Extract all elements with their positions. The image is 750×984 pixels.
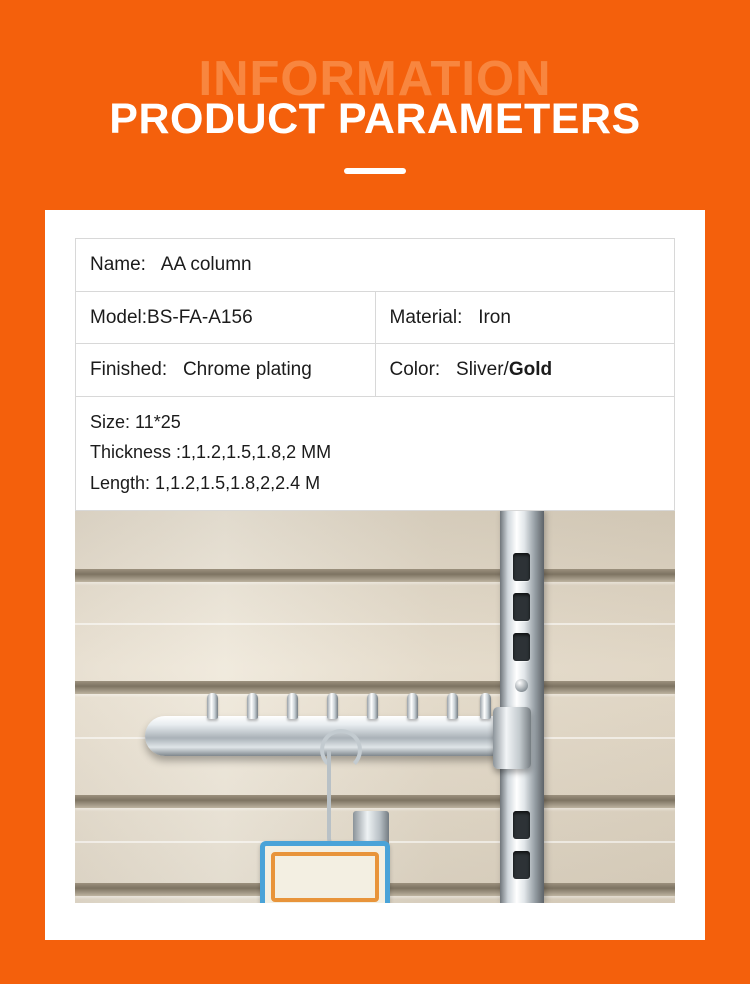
spec-value-name: AA column bbox=[160, 254, 252, 275]
spec-card bbox=[45, 210, 705, 940]
slat-groove bbox=[75, 681, 675, 694]
slat-line bbox=[75, 623, 675, 625]
table-row bbox=[76, 344, 675, 397]
page-header bbox=[0, 0, 750, 200]
slat-groove bbox=[75, 569, 675, 582]
spec-value-material: Iron bbox=[478, 306, 511, 328]
spec-label-finished: Finished: bbox=[90, 359, 168, 381]
table-row bbox=[76, 396, 675, 510]
specification-table bbox=[75, 238, 675, 511]
spec-label-color: Color: bbox=[389, 359, 441, 381]
spec-value-finished: Chrome plating bbox=[182, 359, 312, 381]
arm-peg bbox=[287, 693, 298, 719]
slat-groove bbox=[75, 795, 675, 808]
spec-line-size: Size: 11*25 bbox=[90, 411, 181, 432]
spec-line-length: Length: 1,1.2,1.5,1.8,2,2.4 M bbox=[90, 472, 321, 493]
header-overline: INFORMATION bbox=[198, 52, 552, 106]
spec-label-model: Model: bbox=[90, 306, 148, 328]
arm-peg bbox=[480, 693, 491, 719]
spec-label-material: Material: bbox=[389, 306, 463, 328]
arm-peg bbox=[207, 693, 218, 719]
spec-cell-name bbox=[76, 239, 675, 292]
column-slot bbox=[513, 811, 530, 839]
spec-cell-color bbox=[375, 344, 675, 397]
display-hanger bbox=[260, 841, 390, 903]
column-slot bbox=[513, 593, 530, 621]
page-title: PRODUCT PARAMETERS bbox=[109, 95, 641, 143]
spec-cell-dimensions bbox=[76, 396, 675, 510]
arm-peg bbox=[327, 693, 338, 719]
spec-value-color: Sliver/ bbox=[456, 359, 509, 381]
spec-label-name: Name: bbox=[90, 254, 146, 275]
product-photo bbox=[75, 511, 675, 903]
arm-peg bbox=[447, 693, 458, 719]
arm-peg bbox=[367, 693, 378, 719]
hanger-hook bbox=[327, 751, 353, 850]
spec-value-color-gold: Gold bbox=[508, 359, 553, 381]
spec-cell-model bbox=[76, 291, 376, 344]
arm-peg bbox=[247, 693, 258, 719]
table-row bbox=[76, 239, 675, 292]
column-slot bbox=[513, 851, 530, 879]
table-row bbox=[76, 291, 675, 344]
column-slot bbox=[513, 553, 530, 581]
column-screw bbox=[515, 679, 528, 692]
spec-cell-material bbox=[375, 291, 675, 344]
spec-value-model: BS-FA-A156 bbox=[147, 306, 253, 328]
spec-line-thickness: Thickness :1,1.2,1.5,1.8,2 MM bbox=[90, 442, 332, 463]
column-slot bbox=[513, 633, 530, 661]
hanger-inner-frame bbox=[271, 852, 379, 902]
header-divider bbox=[344, 168, 406, 174]
bracket-arm-end bbox=[493, 707, 531, 769]
spec-cell-finished bbox=[76, 344, 376, 397]
arm-peg bbox=[407, 693, 418, 719]
